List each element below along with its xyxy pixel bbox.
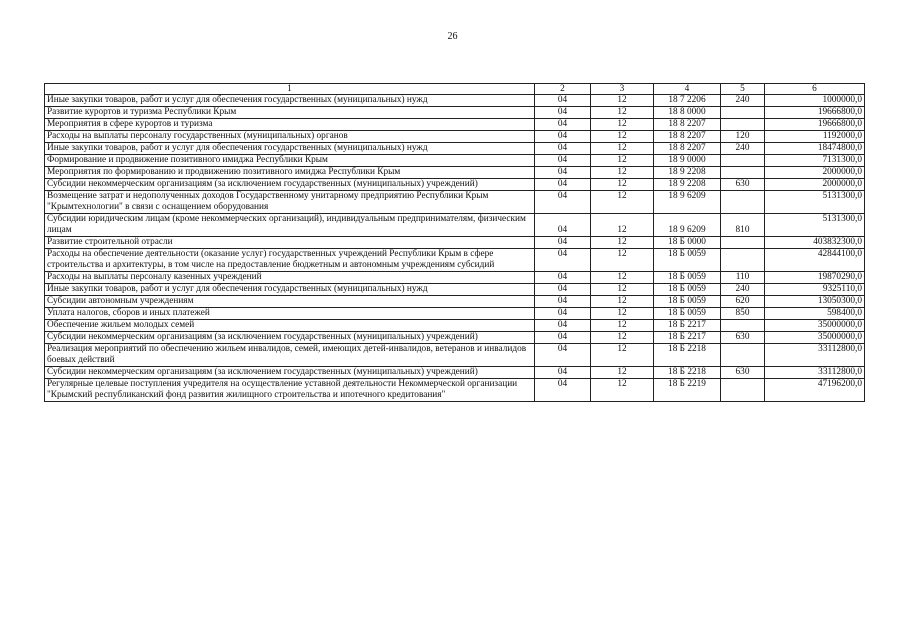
amount-cell: 13050300,0 (765, 296, 865, 308)
target-article-cell: 18 8 2207 (654, 143, 721, 155)
expense-name-cell: Развитие строительной отрасли (45, 237, 535, 249)
expense-name-cell: Реализация мероприятий по обеспечению жильем инвалидов, семей, имеющих детей-инвалидов, ветеранов и инвалидов боевых действий (45, 344, 535, 367)
expense-type-cell: 620 (721, 296, 765, 308)
expense-type-cell (721, 155, 765, 167)
target-article-cell: 18 Б 0059 (654, 284, 721, 296)
table-row (45, 308, 865, 320)
table-row (45, 214, 865, 237)
expense-type-cell: 850 (721, 308, 765, 320)
target-article-cell: 18 8 2207 (654, 131, 721, 143)
expense-type-cell: 110 (721, 272, 765, 284)
subsection-code-cell: 12 (591, 367, 654, 379)
table-row (45, 179, 865, 191)
expense-name-cell: Субсидии некоммерческим организациям (за исключением государственных (муниципальных) учреждений) (45, 332, 535, 344)
section-code-cell: 04 (535, 272, 591, 284)
section-code-cell: 04 (535, 296, 591, 308)
amount-cell: 2000000,0 (765, 167, 865, 179)
expense-name-cell: Мероприятия в сфере курортов и туризма (45, 119, 535, 131)
expense-name-cell: Субсидии некоммерческим организациям (за исключением государственных (муниципальных) учреждений) (45, 367, 535, 379)
amount-cell: 1000000,0 (765, 95, 865, 107)
column-header: 3 (591, 84, 654, 95)
target-article-cell: 18 8 0000 (654, 107, 721, 119)
expense-type-cell: 630 (721, 179, 765, 191)
table-row (45, 155, 865, 167)
section-code-cell: 04 (535, 214, 591, 237)
table-row (45, 143, 865, 155)
amount-cell: 33112800,0 (765, 367, 865, 379)
section-code-cell: 04 (535, 191, 591, 214)
target-article-cell: 18 9 2208 (654, 179, 721, 191)
target-article-cell: 18 Б 0059 (654, 249, 721, 272)
expense-name-cell: Расходы на выплаты персоналу казенных учреждений (45, 272, 535, 284)
section-code-cell: 04 (535, 119, 591, 131)
section-code-cell: 04 (535, 107, 591, 119)
amount-cell: 7131300,0 (765, 155, 865, 167)
subsection-code-cell: 12 (591, 320, 654, 332)
subsection-code-cell: 12 (591, 131, 654, 143)
expense-name-cell: Расходы на выплаты персоналу государственных (муниципальных) органов (45, 131, 535, 143)
expense-name-cell: Иные закупки товаров, работ и услуг для обеспечения государственных (муниципальных) нужд (45, 95, 535, 107)
table-row (45, 296, 865, 308)
expense-type-cell: 240 (721, 143, 765, 155)
amount-cell: 403832300,0 (765, 237, 865, 249)
target-article-cell: 18 Б 0000 (654, 237, 721, 249)
column-header: 2 (535, 84, 591, 95)
section-code-cell: 04 (535, 379, 591, 402)
target-article-cell: 18 Б 2218 (654, 367, 721, 379)
subsection-code-cell: 12 (591, 332, 654, 344)
expense-type-cell: 240 (721, 284, 765, 296)
section-code-cell: 04 (535, 155, 591, 167)
table-row (45, 95, 865, 107)
amount-cell: 598400,0 (765, 308, 865, 320)
subsection-code-cell: 12 (591, 296, 654, 308)
amount-cell: 2000000,0 (765, 179, 865, 191)
expense-type-cell: 810 (721, 214, 765, 237)
expense-type-cell (721, 320, 765, 332)
target-article-cell: 18 9 6209 (654, 191, 721, 214)
subsection-code-cell: 12 (591, 379, 654, 402)
expense-name-cell: Иные закупки товаров, работ и услуг для обеспечения государственных (муниципальных) нужд (45, 284, 535, 296)
subsection-code-cell: 12 (591, 119, 654, 131)
subsection-code-cell: 12 (591, 308, 654, 320)
section-code-cell: 04 (535, 143, 591, 155)
column-header: 5 (721, 84, 765, 95)
subsection-code-cell: 12 (591, 155, 654, 167)
budget-table (44, 83, 865, 402)
table-body (45, 95, 865, 402)
expense-name-cell: Регулярные целевые поступления учредителя на осуществление уставной деятельности Некоммерческой организации "Крымский республиканский фонд развития жилищного строительства и ипотечного кредитования" (45, 379, 535, 402)
target-article-cell: 18 Б 2217 (654, 320, 721, 332)
section-code-cell: 04 (535, 249, 591, 272)
expense-name-cell: Возмещение затрат и недополученных доходов Государственному унитарному предприятию Республики Крым "Крымтехнологии" в связи с оснащением оборудования (45, 191, 535, 214)
target-article-cell: 18 9 0000 (654, 155, 721, 167)
target-article-cell: 18 Б 0059 (654, 296, 721, 308)
amount-cell: 35000000,0 (765, 320, 865, 332)
target-article-cell: 18 7 2206 (654, 95, 721, 107)
amount-cell: 42844100,0 (765, 249, 865, 272)
table-row (45, 249, 865, 272)
amount-cell: 19666800,0 (765, 119, 865, 131)
section-code-cell: 04 (535, 237, 591, 249)
section-code-cell: 04 (535, 131, 591, 143)
expense-type-cell: 240 (721, 95, 765, 107)
expense-name-cell: Мероприятия по формированию и продвижению позитивного имиджа Республики Крым (45, 167, 535, 179)
table-row (45, 131, 865, 143)
subsection-code-cell: 12 (591, 214, 654, 237)
table-row (45, 320, 865, 332)
table-row (45, 367, 865, 379)
section-code-cell: 04 (535, 332, 591, 344)
expense-name-cell: Субсидии некоммерческим организациям (за исключением государственных (муниципальных) учреждений) (45, 179, 535, 191)
target-article-cell: 18 Б 0059 (654, 308, 721, 320)
expense-name-cell: Формирование и продвижение позитивного имиджа Республики Крым (45, 155, 535, 167)
expense-type-cell (721, 191, 765, 214)
subsection-code-cell: 12 (591, 143, 654, 155)
table-row (45, 191, 865, 214)
table-row (45, 332, 865, 344)
expense-type-cell (721, 119, 765, 131)
section-code-cell: 04 (535, 95, 591, 107)
target-article-cell: 18 Б 0059 (654, 272, 721, 284)
subsection-code-cell: 12 (591, 272, 654, 284)
section-code-cell: 04 (535, 308, 591, 320)
header-row (45, 84, 865, 95)
expense-name-cell: Иные закупки товаров, работ и услуг для обеспечения государственных (муниципальных) нужд (45, 143, 535, 155)
amount-cell: 47196200,0 (765, 379, 865, 402)
column-header: 6 (765, 84, 865, 95)
subsection-code-cell: 12 (591, 179, 654, 191)
section-code-cell: 04 (535, 179, 591, 191)
subsection-code-cell: 12 (591, 344, 654, 367)
target-article-cell: 18 8 2207 (654, 119, 721, 131)
expense-type-cell (721, 379, 765, 402)
expense-type-cell: 630 (721, 367, 765, 379)
expense-name-cell: Субсидии юридическим лицам (кроме некоммерческих организаций), индивидуальным предпринимателям, физическим лицам (45, 214, 535, 237)
section-code-cell: 04 (535, 320, 591, 332)
subsection-code-cell: 12 (591, 95, 654, 107)
amount-cell: 18474800,0 (765, 143, 865, 155)
table-row (45, 237, 865, 249)
target-article-cell: 18 Б 2219 (654, 379, 721, 402)
section-code-cell: 04 (535, 344, 591, 367)
table-row (45, 119, 865, 131)
subsection-code-cell: 12 (591, 237, 654, 249)
subsection-code-cell: 12 (591, 167, 654, 179)
table-row (45, 344, 865, 367)
table-row (45, 284, 865, 296)
subsection-code-cell: 12 (591, 284, 654, 296)
amount-cell: 33112800,0 (765, 344, 865, 367)
subsection-code-cell: 12 (591, 107, 654, 119)
expense-type-cell (721, 237, 765, 249)
expense-type-cell (721, 107, 765, 119)
target-article-cell: 18 9 6209 (654, 214, 721, 237)
expense-name-cell: Обеспечение жильем молодых семей (45, 320, 535, 332)
amount-cell: 35000000,0 (765, 332, 865, 344)
amount-cell: 5131300,0 (765, 191, 865, 214)
expense-name-cell: Субсидии автономным учреждениям (45, 296, 535, 308)
expense-type-cell (721, 344, 765, 367)
expense-name-cell: Развитие курортов и туризма Республики Крым (45, 107, 535, 119)
amount-cell: 19870290,0 (765, 272, 865, 284)
section-code-cell: 04 (535, 167, 591, 179)
table-row (45, 379, 865, 402)
table-row (45, 167, 865, 179)
target-article-cell: 18 9 2208 (654, 167, 721, 179)
table-row (45, 272, 865, 284)
expense-name-cell: Расходы на обеспечение деятельности (оказание услуг) государственных учреждений Республики Крым в сфере строительства и архитектуры, в том числе на предоставление бюджетным и автономным учреждениям субсидий (45, 249, 535, 272)
page-number: 26 (447, 31, 458, 42)
amount-cell: 9325110,0 (765, 284, 865, 296)
expense-type-cell: 630 (721, 332, 765, 344)
subsection-code-cell: 12 (591, 191, 654, 214)
amount-cell: 5131300,0 (765, 214, 865, 237)
expense-type-cell (721, 249, 765, 272)
amount-cell: 1192000,0 (765, 131, 865, 143)
subsection-code-cell: 12 (591, 249, 654, 272)
column-header: 4 (654, 84, 721, 95)
section-code-cell: 04 (535, 367, 591, 379)
column-header: 1 (45, 84, 535, 95)
amount-cell: 19666800,0 (765, 107, 865, 119)
target-article-cell: 18 Б 2218 (654, 344, 721, 367)
target-article-cell: 18 Б 2217 (654, 332, 721, 344)
table-row (45, 107, 865, 119)
section-code-cell: 04 (535, 284, 591, 296)
expense-type-cell: 120 (721, 131, 765, 143)
expense-name-cell: Уплата налогов, сборов и иных платежей (45, 308, 535, 320)
expense-type-cell (721, 167, 765, 179)
